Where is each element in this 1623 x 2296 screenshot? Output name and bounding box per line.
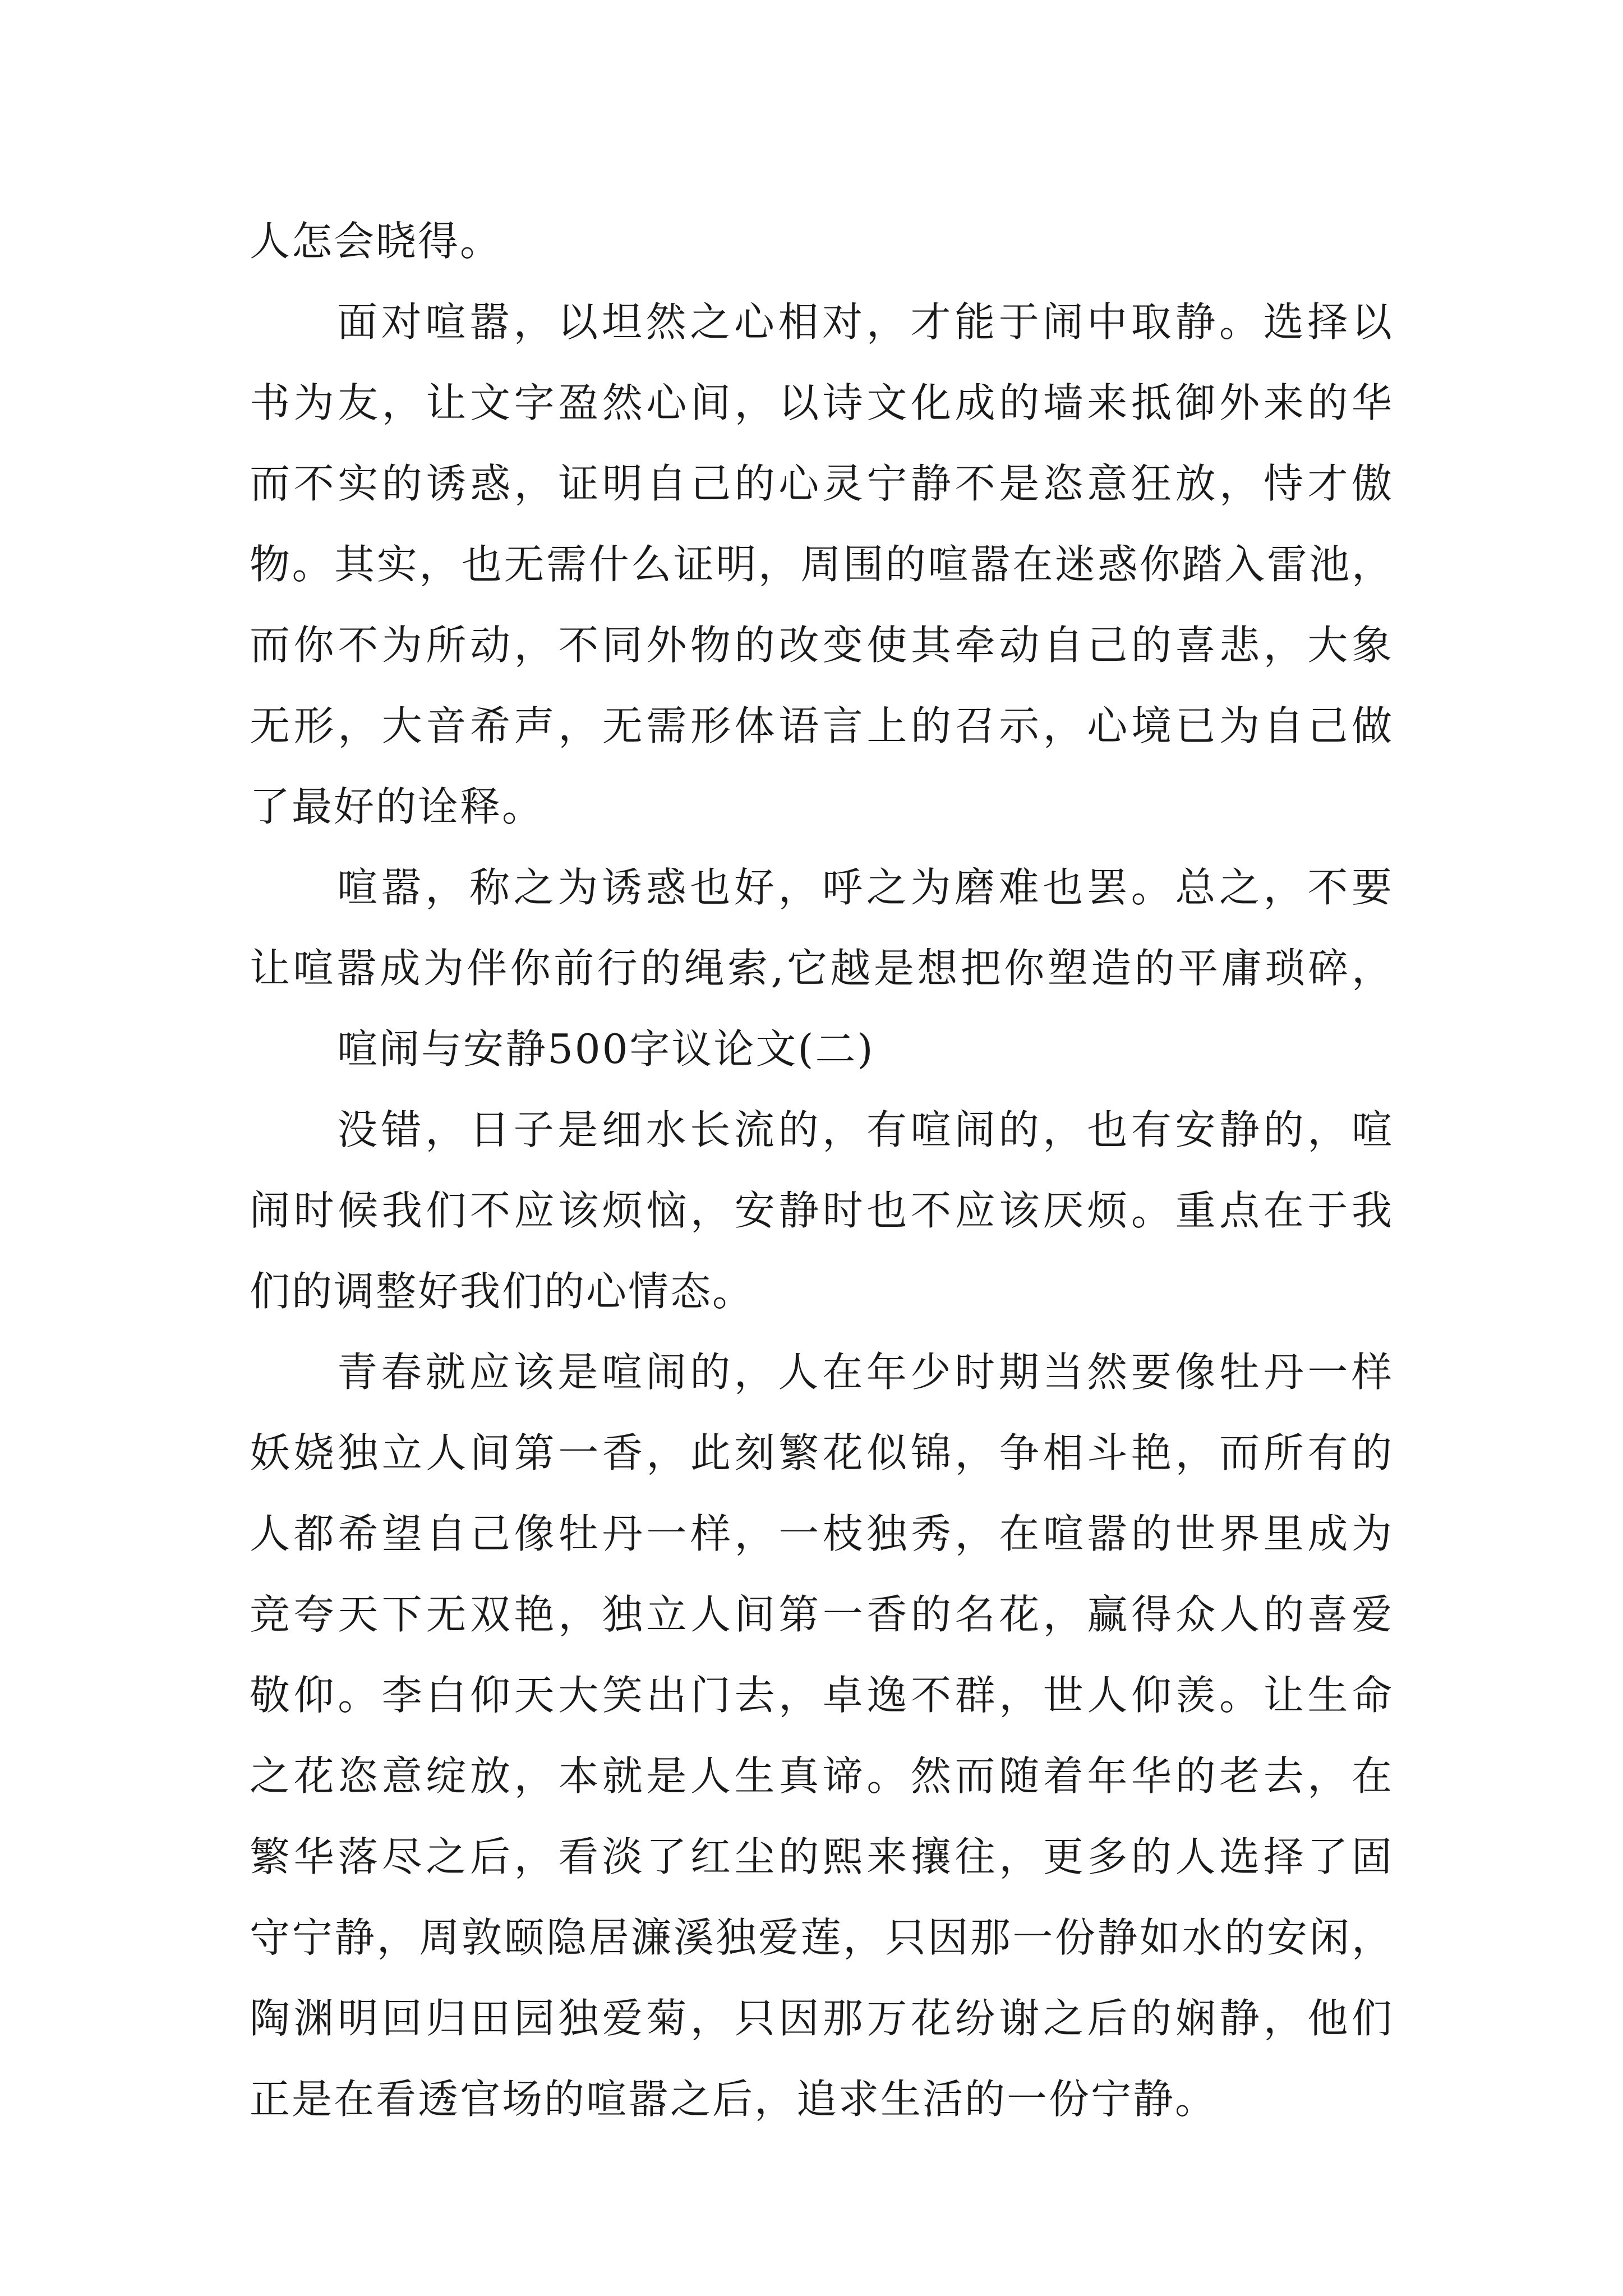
text-line: 而你不为所动，不同外物的改变使其牵动自己的喜悲，大象 [250, 622, 1394, 669]
text-line: 守宁静，周敦颐隐居濂溪独爱莲，只因那一份静如水的安闲， [250, 1914, 1394, 1961]
text-line: 人怎会晓得。 [250, 218, 502, 265]
text-line: 闹时候我们不应该烦恼，安静时也不应该厌烦。重点在于我 [250, 1187, 1394, 1234]
text-line: 繁华落尽之后，看淡了红尘的熙来攘往，更多的人选择了固 [250, 1833, 1394, 1880]
text-line: 而不实的诱惑，证明自己的心灵宁静不是恣意狂放，恃才傲 [250, 460, 1394, 507]
paragraph-start-line: 面对喧嚣，以坦然之心相对，才能于闹中取静。选择以 [337, 298, 1394, 346]
text-line: 物。其实，也无需什么证明，周围的喧嚣在迷惑你踏入雷池， [250, 541, 1394, 588]
text-line: 无形，大音希声，无需形体语言上的召示，心境已为自己做 [250, 702, 1394, 749]
text-line: 们的调整好我们的心情态。 [250, 1268, 755, 1315]
text-line: 敬仰。李白仰天大笑出门去，卓逸不群，世人仰羡。让生命 [250, 1672, 1394, 1719]
paragraph-start-line: 青春就应该是喧闹的，人在年少时期当然要像牡丹一样 [337, 1349, 1394, 1396]
text-line: 陶渊明回归田园独爱菊，只因那万花纷谢之后的娴静，他们 [250, 1995, 1394, 2042]
text-line: 妖娆独立人间第一香，此刻繁花似锦，争相斗艳，而所有的 [250, 1429, 1394, 1476]
paragraph-start-line: 喧嚣，称之为诱惑也好，呼之为磨难也罢。总之，不要 [337, 864, 1394, 911]
text-line: 之花恣意绽放，本就是人生真谛。然而随着年华的老去，在 [250, 1752, 1394, 1800]
text-line: 人都希望自己像牡丹一样，一枝独秀，在喧嚣的世界里成为 [250, 1510, 1394, 1557]
section-heading: 喧闹与安静500字议论文(二) [337, 1025, 875, 1073]
text-line: 正是在看透官场的喧嚣之后，追求生活的一份宁静。 [250, 2076, 1218, 2123]
text-line: 了最好的诠释。 [250, 783, 545, 830]
paragraph-start-line: 没错，日子是细水长流的，有喧闹的，也有安静的，喧 [337, 1106, 1394, 1153]
text-line: 竞夸天下无双艳，独立人间第一香的名花，赢得众人的喜爱 [250, 1591, 1394, 1638]
text-line: 让喧嚣成为伴你前行的绳索,它越是想把你塑造的平庸琐碎， [250, 945, 1394, 992]
text-line: 书为友，让文字盈然心间，以诗文化成的墙来抵御外来的华 [250, 379, 1394, 426]
